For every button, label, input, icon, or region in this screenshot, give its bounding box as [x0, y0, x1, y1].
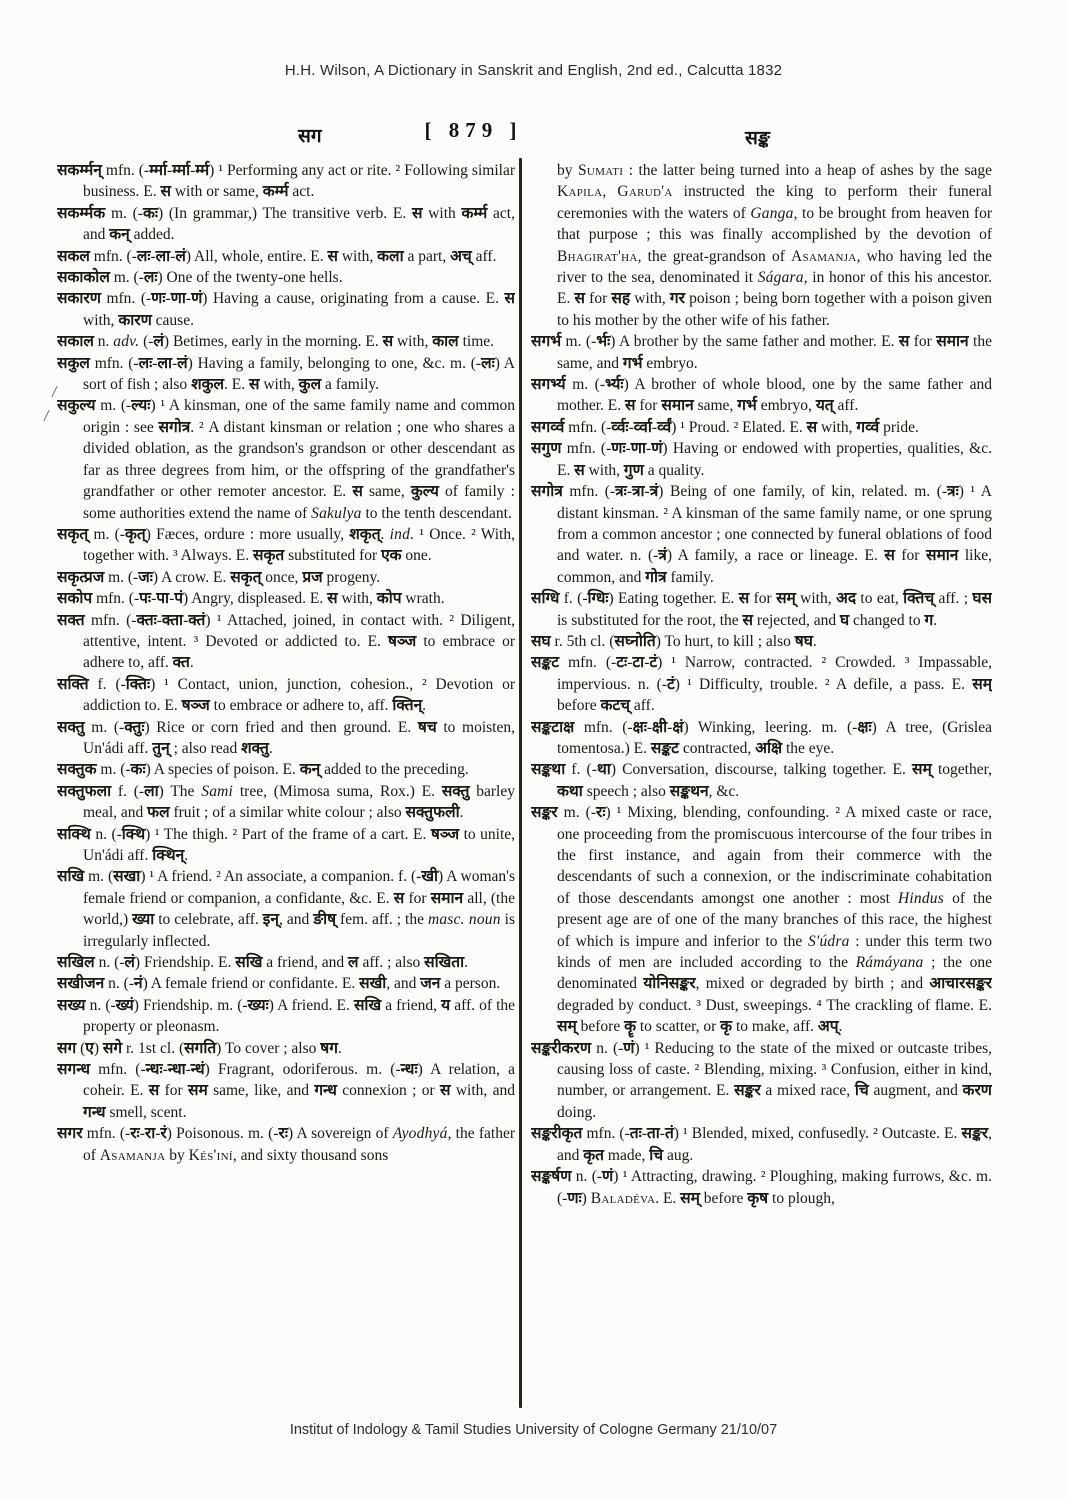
scan-source-title: H.H. Wilson, A Dictionary in Sanskrit and English, 2nd ed., Calcutta 1832 — [284, 62, 783, 79]
entry-headword: सगर — [57, 1125, 83, 1143]
dictionary-entry: सङ्कर्षण n. (-णं) ¹ Attracting, drawing. ² Ploughing, making furrows, &c. m. (-णः) Baladéva. E. सम् before कृष to plough, — [531, 1168, 992, 1207]
column-divider-rule — [519, 158, 522, 1408]
dictionary-entry: सङ्कटाक्ष mfn. (-क्षः-क्षी-क्षं) Winking, leering. m. (-क्षः) A tree, (Grislea tomentosa.) E. सङ्कट contracted, अक्षि the eye. — [531, 718, 992, 757]
dictionary-entry: सखि m. (सखा) ¹ A friend. ² An associate, a companion. f. (-खी) A woman's female friend or companion, a confidante, &c. E. स for समान all, (the world,) ख्या to celebrate, aff. इन्, and ङीष् fem. aff. ; the masc. noun is irregularly inflected. — [57, 868, 515, 950]
entry-headword: सङ्करीकृत — [531, 1125, 583, 1143]
running-head-right-keyword: सङ्क — [745, 128, 770, 149]
dictionary-entry: सघ r. 5th cl. (सघ्नोति) To hurt, to kill ; also षघ. — [531, 632, 817, 650]
entry-headword: सङ्कर — [531, 804, 558, 822]
dictionary-entry: सकृत्प्रज m. (-जः) A crow. E. सकृत् once, प्रज progeny. — [57, 568, 381, 586]
dictionary-entry: सङ्कर m. (-रः) ¹ Mixing, blending, confounding. ² A mixed caste or race, one proceeding from the promiscuous intercourse of the four tribes in the first instance, and again from their commerce with the descendants of such a connexion, or the indiscriminate cohabitation of those descendants amongst one another : most Hindus of the present age are of one of the many branches of this race, the highest of which is impure and inferior to the S'údra : under this term two kinds of men are included according to the Rámáyana ; the one denominated योनिसङ्कर, mixed or degraded by birth ; and आचारसङ्कर degraded by conduct. ³ Dust, sweepings. ⁴ The crackling of flame. E. सम् before कॄ to scatter, or कृ to make, aff. अप्. — [531, 804, 992, 1036]
dictionary-body — [57, 160, 992, 1412]
dictionary-entry: सक्तु m. (-क्तुः) Rice or corn fried and then ground. E. षच to moisten, Un'ádi aff. तुन् ; also read शक्तु. — [57, 718, 515, 757]
dictionary-entry: सङ्कथा f. (-था) Conversation, discourse, talking together. E. सम् together, कथा speech ; also सङ्कथन, &c. — [531, 761, 992, 800]
entry-headword: सङ्कथा — [531, 761, 566, 779]
entry-headword: सकुल्य — [57, 397, 96, 415]
dictionary-entry: सगर्भ्य m. (-र्भ्यः) A brother of whole blood, one by the same father and mother. E. स for समान same, गर्भ embryo, यत् aff. — [531, 376, 992, 415]
running-head-left-keyword: सग — [298, 126, 322, 147]
entry-headword: सगुण — [531, 440, 562, 458]
dictionary-entry: सकोप mfn. (-पः-पा-पं) Angry, displeased. E. स with, कोप wrath. — [57, 590, 445, 608]
entry-headword: सखीजन — [57, 975, 105, 993]
dictionary-entry: सकारण mfn. (-णः-णा-णं) Having a cause, originating from a cause. E. स with, कारण cause. — [57, 290, 515, 329]
dictionary-entry: सकुल्य m. (-ल्यः) ¹ A kinsman, one of the same family name and common origin : see सगोत्र. ² A distant kinsman or relation ; one who shares a divided oblation, as the grandson's grandson or other descendant as far as three degrees from him, or the offspring of the grandfather's grandfather or other remoter ancestor. E. स same, कुल्य of family : some authorities extend the name of Sakulya to the tenth descendant. — [57, 397, 515, 522]
dictionary-entry: सकृत् m. (-कृत्) Fæces, ordure : more usually, शकृत्. ind. ¹ Once. ² With, together with. ³ Always. E. सकृत substituted for एक one. — [57, 525, 515, 565]
left-column — [57, 160, 515, 1412]
dictionary-entry: सक्थि n. (-क्थि) ¹ The thigh. ² Part of the frame of a cart. E. षञ्ज to unite, Un'ádi aff. क्थिन्. — [57, 825, 515, 864]
dictionary-entry: सखिल n. (-लं) Friendship. E. सखि a friend, and ल aff. ; also सखिता. — [57, 954, 469, 972]
entry-headword: सक्तुफला — [57, 782, 112, 800]
dictionary-entry: सक्ति f. (-क्तिः) ¹ Contact, union, junction, cohesion., ² Devotion or addiction to. E. षञ्ज to embrace or adhere to, aff. क्तिन्. — [57, 675, 515, 715]
dictionary-entry: सकल mfn. (-लः-ला-लं) All, whole, entire. E. स with, कला a part, अच् aff. — [57, 247, 497, 265]
entry-headword: सकारण — [57, 290, 101, 308]
entry-headword: सकर्म्मन् — [57, 162, 102, 179]
entry-headword: सग्धि — [531, 590, 560, 608]
dictionary-entry: सग्धि f. (-ग्धिः) Eating together. E. स for सम् with, अद to eat, क्तिच् aff. ; घस is substituted for the root, the स rejected, and घ changed to ग. — [531, 590, 992, 629]
dictionary-entry: सगर्व्व mfn. (-र्व्वः-र्व्वा-र्व्वं) ¹ Proud. ² Elated. E. स with, गर्व्व pride. — [531, 418, 919, 436]
dictionary-entry: सखीजन n. (-नं) A female friend or confidante. E. सखी, and जन a person. — [57, 975, 501, 993]
dictionary-entry: सख्य n. (-ख्यं) Friendship. m. (-ख्यः) A friend. E. सखि a friend, य aff. of the property or pleonasm. — [57, 996, 515, 1036]
entry-headword: सगर्व्व — [531, 418, 565, 436]
dictionary-entry: सङ्कट mfn. (-टः-टा-टं) ¹ Narrow, contracted. ² Crowded. ³ Impassable, impervious. n. (-टं) ¹ Difficulty, trouble. ² A defile, a pass. E. सम् before कटच् aff. — [531, 654, 992, 715]
dictionary-entry: सगुण mfn. (-णः-णा-णं) Having or endowed with properties, qualities, &c. E. स with, गुण a quality. — [531, 440, 992, 479]
entry-headword: सखि — [57, 868, 85, 886]
entry-headword: सग — [57, 1039, 77, 1057]
dictionary-entry: सगर्भ m. (-र्भः) A brother by the same father and mother. E. स for समान the same, and गर्भ embryo. — [531, 333, 992, 372]
dictionary-entry: सङ्करीकृत mfn. (-तः-ता-तं) ¹ Blended, mixed, confusedly. ² Outcaste. E. सङ्कर, and कृत made, चि aug. — [531, 1125, 992, 1164]
entry-headword: सङ्करीकरण — [531, 1039, 592, 1057]
entry-headword: सकृत्प्रज — [57, 568, 105, 586]
dictionary-entry: सगन्ध mfn. (-न्धः-न्धा-न्धं) Fragrant, odoriferous. m. (-न्धः) A relation, a coheir. E. स for सम same, like, and गन्ध connexion ; or स with, and गन्ध smell, scent. — [57, 1061, 515, 1121]
entry-headword: सक्थि — [57, 825, 91, 843]
entry-headword: सकोप — [57, 590, 93, 608]
entry-headword: सक्तु — [57, 718, 85, 736]
dictionary-entry: सग (ए) सगे r. 1st cl. (सगति) To cover ; also षग. — [57, 1039, 342, 1057]
entry-headword: सङ्कर्षण — [531, 1168, 572, 1186]
dictionary-entry: सकाल n. adv. (-लं) Betimes, early in the morning. E. स with, काल time. — [57, 333, 495, 351]
entry-headword: सखिल — [57, 954, 95, 972]
entry-headword: सङ्कटाक्ष — [531, 718, 575, 736]
entry-headword: सक्त — [57, 611, 85, 629]
dictionary-entry: सक्तुफला f. (-ला) The Sami tree, (Mimosa suma, Rox.) E. सक्तु barley meal, and फल fruit ; of a similar white colour ; also सक्तुफली. — [57, 782, 515, 822]
right-column — [531, 160, 992, 1412]
entry-headword: सकुल — [57, 354, 90, 372]
entry-headword: सकाल — [57, 333, 94, 351]
dictionary-entry: सगोत्र mfn. (-त्रः-त्रा-त्रं) Being of one family, of kin, related. m. (-त्रः) ¹ A distant kinsman. ² A kinsman of the same family name, or one sprung from a common ancestor ; one connected by funeral oblations of food and water. n. (-त्रं) A family, a race or lineage. E. स for समान like, common, and गोत्र family. — [531, 483, 992, 586]
entry-headword: सघ — [531, 632, 551, 650]
dictionary-entry: सकर्म्मक m. (-कः) (In grammar,) The transitive verb. E. स with कर्म्म act, and कन् added. — [57, 204, 515, 244]
entry-headword: सकल — [57, 247, 90, 265]
entry-headword: सकर्म्मक — [57, 204, 106, 222]
entry-headword: सक्तुक — [57, 761, 97, 779]
entry-headword: सकाकोल — [57, 269, 110, 287]
dictionary-entry: सगर mfn. (-रः-रा-रं) Poisonous. m. (-रः) A sovereign of Ayodhyá, the father of Asamanja by Kés'iní, and sixty thousand sons — [57, 1125, 515, 1164]
dictionary-entry: सङ्करीकरण n. (-णं) ¹ Reducing to the state of the mixed or outcaste tribes, causing loss of caste. ² Blending, mixing. ³ Confusion, either in kind, number, or arrangement. E. सङ्कर a mixed race, चि augment, and करण doing. — [531, 1039, 992, 1121]
dictionary-entry: सक्तुक m. (-कः) A species of poison. E. कन् added to the preceding. — [57, 761, 469, 779]
entry-headword: सकृत् — [57, 525, 89, 543]
dictionary-entry: by Sumati : the latter being turned into a heap of ashes by the sage Kapila, Garud'a instructed the king to perform their funeral ceremonies with the waters of Ganga, to be brought from heaven for that purpose ; this was finally accomplished by the devotion of Bhagirat'ha, the great-grandson of Asamanja, who having led the river to the sea, denominated it Ságara, in honor of this his ancestor. E. स for सह with, गर poison ; being born together with a poison given to his mother by the other wife of his father. — [557, 162, 992, 329]
entry-headword: सगोत्र — [531, 483, 563, 501]
entry-headword: सङ्कट — [531, 654, 560, 672]
entry-headword: सगन्ध — [57, 1061, 91, 1079]
entry-headword: सख्य — [57, 996, 86, 1014]
dictionary-entry: सक्त mfn. (-क्तः-क्ता-क्तं) ¹ Attached, joined, in contact with. ² Diligent, attentive, intent. ³ Devoted or addicted to. E. षञ्ज to embrace or adhere to, aff. क्त. — [57, 611, 515, 672]
entry-headword: सगर्भ्य — [531, 376, 566, 394]
dictionary-entry: सकाकोल m. (-लः) One of the twenty-one hells. — [57, 269, 343, 287]
entry-headword: सगर्भ — [531, 333, 562, 351]
running-head — [0, 118, 1067, 152]
footer-credit: Institut of Indology & Tamil Studies University of Cologne Germany 21/10/07 — [289, 1422, 778, 1438]
dictionary-entry: सकुल mfn. (-लः-ला-लं) Having a family, belonging to one, &c. m. (-लः) A sort of fish ; also शकुल. E. स with, कुल a family. — [57, 354, 515, 394]
dictionary-entry: सकर्म्मन् mfn. (-र्म्मा-र्म्मा-र्म्म) ¹ Performing any act or rite. ² Following similar business. E. स with or same, कर्म्म act. — [57, 162, 515, 201]
page-number: [ 879 ] — [424, 118, 523, 142]
entry-headword: सक्ति — [57, 675, 89, 693]
